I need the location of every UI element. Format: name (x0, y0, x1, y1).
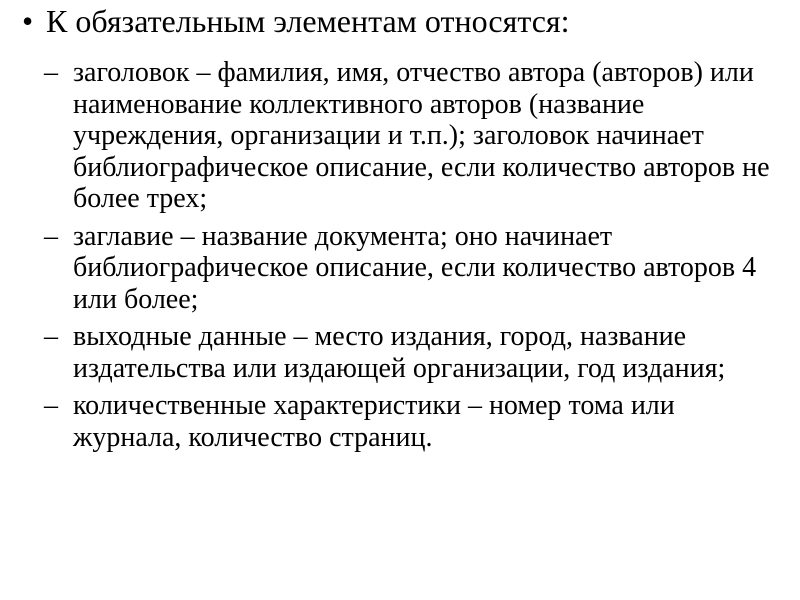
list-item-text: заглавие – название документа; оно начинает библиографическое описание, если количество авторов 4 или более; (73, 220, 757, 315)
list-item-imprint (44, 321, 784, 384)
dash-icon: – (44, 57, 58, 88)
list-item-text: заголовок – фамилия, имя, отчество автора (авторов) или наименование коллективного авторов (название учреждения, организации и т.п.); заголовок начинает библиографическое описание, если количество авторов не более трех; (73, 57, 770, 214)
list-item-text: выходные данные – место издания, город, название издательства или издающей организации, год издания; (73, 321, 726, 384)
list-item-title (44, 221, 784, 316)
top-bullet-item (22, 2, 782, 40)
bullet-icon: • (22, 3, 34, 39)
slide-heading: К обязательным элементам относятся: (46, 3, 570, 39)
dash-icon: – (44, 390, 58, 421)
required-elements-list (44, 57, 784, 459)
list-item-heading (44, 57, 784, 215)
list-item-text: количественные характеристики – номер тома или журнала, количество страниц. (73, 390, 675, 453)
dash-icon: – (44, 220, 58, 252)
dash-icon: – (44, 321, 58, 352)
list-item-quantitative (44, 390, 784, 453)
